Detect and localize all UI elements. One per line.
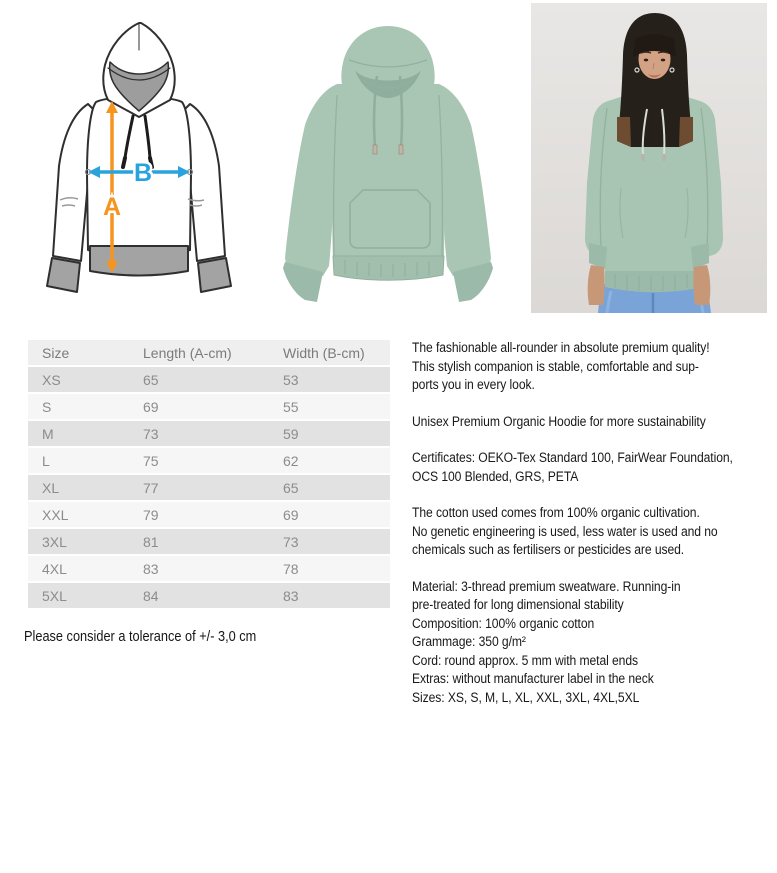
column-header-width: Width (B-cm) — [283, 344, 365, 361]
column-header-length: Length (A-cm) — [143, 344, 232, 361]
diagram-hem-band — [90, 246, 188, 276]
description-paragraph: Certificates: OEKO-Tex Standard 100, FairWear Foundation, OCS 100 Blended, GRS, PETA — [412, 450, 733, 484]
table-row — [28, 556, 390, 581]
cell-width: 78 — [283, 560, 299, 577]
cell-length: 65 — [143, 371, 159, 388]
description-paragraph: The cotton used comes from 100% organic cultivation. No genetic engineering is used, less water is used and no chemicals such as fertilisers or pesticides are used. — [412, 505, 718, 557]
cell-width: 62 — [283, 452, 299, 469]
diagram-left-cuff — [47, 258, 80, 292]
flat-hem-band — [333, 256, 444, 280]
table-row — [28, 448, 390, 473]
table-row — [28, 367, 390, 392]
model-illustration — [531, 3, 767, 313]
table-row — [28, 583, 390, 608]
cell-size: XXL — [42, 506, 69, 523]
table-row — [28, 394, 390, 419]
cell-width: 55 — [283, 398, 299, 415]
hoodie-line-drawing — [30, 10, 235, 300]
cell-length: 79 — [143, 506, 159, 523]
cell-length: 75 — [143, 452, 159, 469]
cell-length: 73 — [143, 425, 159, 442]
table-row — [28, 421, 390, 446]
product-description — [412, 339, 772, 725]
description-paragraph: Unisex Premium Organic Hoodie for more sustainability — [412, 413, 706, 429]
cell-length: 84 — [143, 587, 159, 604]
cell-width: 59 — [283, 425, 299, 442]
model-hem-band — [605, 271, 703, 292]
cell-length: 83 — [143, 560, 159, 577]
flat-hood — [341, 26, 434, 88]
description-paragraph: Material: 3-thread premium sweatware. Running-in pre-treated for long dimensional stability Composition: 100% organic cotton Grammage: 350 g/m² Cord: round approx. 5 mm with metal ends Extras: without manufacturer label in the neck Sizes: XS, S, M, L, XL, XXL, 3XL, 4XL,5XL — [412, 578, 681, 705]
hoodie-measurement-diagram — [30, 10, 235, 300]
table-row — [28, 475, 390, 500]
flat-hoodie-illustration — [265, 10, 515, 310]
cell-size: M — [42, 425, 54, 442]
cell-length: 77 — [143, 479, 159, 496]
cell-size: S — [42, 398, 52, 415]
product-photo-flat — [265, 10, 515, 310]
cell-size: 5XL — [42, 587, 67, 604]
model-left-hand — [588, 265, 605, 305]
flat-left-sleeve — [285, 84, 337, 276]
measurement-label-a: A — [102, 193, 122, 221]
cell-size: 4XL — [42, 560, 67, 577]
cell-width: 73 — [283, 533, 299, 550]
product-photo-model — [531, 3, 767, 313]
cell-width: 83 — [283, 587, 299, 604]
model-right-hand — [693, 265, 710, 305]
cell-width: 65 — [283, 479, 299, 496]
cell-size: XL — [42, 479, 60, 496]
table-row — [28, 529, 390, 554]
flat-right-sleeve — [439, 84, 491, 276]
description-paragraph: The fashionable all-rounder in absolute premium quality! This stylish companion is stable, comfortable and sup- ports you in every look. — [412, 340, 710, 392]
column-header-size: Size — [42, 344, 70, 361]
cell-size: 3XL — [42, 533, 67, 550]
flat-kangaroo-pocket — [350, 190, 430, 248]
tolerance-note: Please consider a tolerance of +/- 3,0 cm — [24, 629, 257, 645]
cell-length: 81 — [143, 533, 159, 550]
measurement-label-b: B — [133, 159, 153, 187]
size-table — [28, 340, 390, 610]
cell-size: XS — [42, 371, 61, 388]
diagram-right-cuff — [198, 258, 231, 292]
table-row — [28, 502, 390, 527]
cell-length: 69 — [143, 398, 159, 415]
cell-width: 69 — [283, 506, 299, 523]
cell-size: L — [42, 452, 50, 469]
size-table-header-row — [28, 340, 390, 365]
cell-width: 53 — [283, 371, 299, 388]
